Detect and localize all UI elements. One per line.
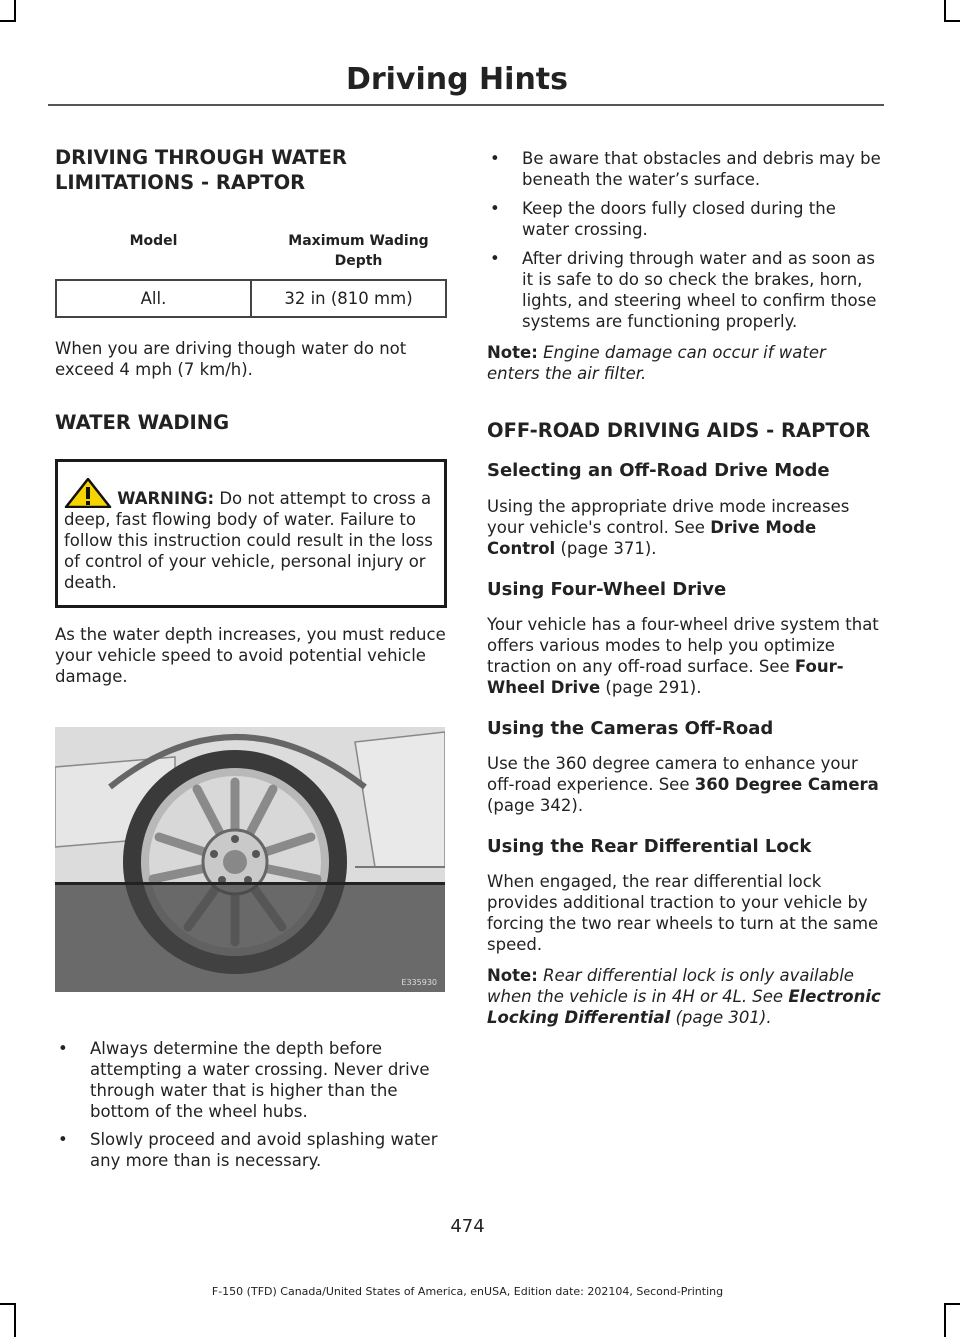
subheading-cameras: Using the Cameras Off-Road	[487, 718, 774, 739]
warning-label: WARNING:	[117, 489, 215, 508]
speed-limit-text: When you are driving though water do not exceed 4 mph (7 km/h).	[55, 339, 407, 379]
depth-speed-text: As the water depth increases, you must reduce your vehicle speed to avoid potential vehicle damage.	[55, 625, 446, 686]
right-bullet-list	[487, 148, 882, 332]
crop-mark	[14, 0, 16, 22]
list-item: • Keep the doors fully closed during the water crossing.	[490, 199, 836, 239]
page-number: 474	[450, 1216, 485, 1237]
warning-box	[55, 459, 447, 608]
list-item: • After driving through water and as soon as it is safe to do so check the brakes, horn, lights, and steering wheel to confirm those systems are functioning properly.	[490, 249, 877, 331]
crop-mark	[944, 1303, 960, 1305]
crop-mark	[944, 0, 946, 22]
crop-mark	[0, 1303, 16, 1305]
table-header-model: Model	[56, 221, 251, 280]
link-drive-mode-control[interactable]: Drive Mode Control	[487, 518, 817, 558]
list-item: • Always determine the depth before attempting a water crossing. Never drive through water that is higher than the bottom of the wheel hubs.	[58, 1039, 430, 1121]
crop-mark	[944, 20, 960, 22]
left-bullet-list	[55, 1038, 447, 1171]
drive-mode-text: Using the appropriate drive mode increases your vehicle's control. See Drive Mode Control (page 371).	[487, 497, 850, 558]
link-electronic-locking-diff[interactable]: Electronic Locking Differential	[487, 987, 881, 1027]
table-cell-model: All.	[56, 280, 251, 317]
section-title-water-wading: WATER WADING	[55, 411, 230, 434]
page-header-title: Driving Hints	[345, 62, 568, 97]
table-header-depth: Maximum Wading Depth	[251, 221, 446, 280]
link-four-wheel-drive[interactable]: Four-Wheel Drive	[487, 657, 844, 697]
right-column	[487, 148, 882, 1028]
subheading-drive-mode: Selecting an Off-Road Drive Mode	[487, 460, 830, 481]
crop-mark	[0, 20, 16, 22]
link-360-camera[interactable]: 360 Degree Camera	[694, 775, 879, 794]
left-column	[55, 145, 447, 1171]
list-item: • Be aware that obstacles and debris may be beneath the water’s surface.	[490, 149, 881, 189]
crop-mark	[944, 1303, 946, 1337]
header-divider	[48, 104, 884, 106]
footer-edition: F-150 (TFD) Canada/United States of America, enUSA, Edition date: 202104, Second-Printing	[211, 1285, 724, 1298]
table-cell-depth: 32 in (810 mm)	[251, 280, 446, 317]
subheading-four-wheel-drive: Using Four-Wheel Drive	[487, 579, 727, 600]
cameras-text: Use the 360 degree camera to enhance your off-road experience. See 360 Degree Camera (page 342).	[487, 754, 879, 815]
wading-depth-table	[55, 221, 447, 318]
list-item: • Slowly proceed and avoid splashing water any more than is necessary.	[58, 1130, 438, 1170]
four-wheel-drive-text: Your vehicle has a four-wheel drive system that offers various modes to help you optimize traction on any off-road surface. See Four-Wheel Drive (page 291).	[487, 615, 879, 697]
table-row	[56, 280, 446, 317]
rear-diff-text: When engaged, the rear differential lock provides additional traction to your vehicle by forcing the two rear wheels to turn at the same speed.	[487, 872, 879, 954]
figure-code: E335930	[401, 978, 437, 987]
section-title-offroad-aids: OFF-ROAD DRIVING AIDS - RAPTOR	[487, 419, 871, 442]
section-title-water-limitations: DRIVING THROUGH WATER LIMITATIONS - RAPTOR	[55, 146, 347, 194]
note-air-filter: Note: Engine damage can occur if water enters the air filter.	[487, 343, 826, 383]
crop-mark	[14, 1303, 16, 1337]
note-rear-diff: Note: Rear differential lock is only available when the vehicle is in 4H or 4L. See Electronic Locking Differential (page 301).	[487, 966, 881, 1027]
warning-icon	[64, 489, 117, 508]
subheading-rear-diff-lock: Using the Rear Differential Lock	[487, 836, 812, 857]
wheel-illustration	[55, 727, 445, 992]
warning-text: Do not attempt to cross a deep, fast flowing body of water. Failure to follow this instruction could result in the loss of control of your vehicle, personal injury or death.	[64, 489, 433, 592]
